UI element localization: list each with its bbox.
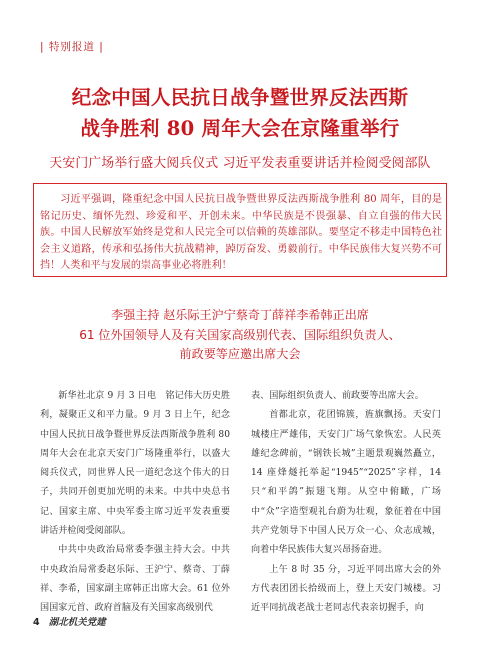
body-paragraph: 中共中央政治局常委李强主持大会。中共中央政治局常委赵乐际、王沪宁、蔡奇、丁薛祥、李希，国家副主席韩正出席大会。61 位外国国家元首、政府首脑及有关国家高级别代 <box>40 545 230 614</box>
attendees-line-2: 61 位外国领导人及有关国家高级别代表、国际组织负责人、 <box>79 327 401 342</box>
body-paragraph: 新华社北京 9 月 3 日电 铭记伟大历史胜利，凝聚正义和平力量。9 月 3 日上午，纪念中国人民抗日战争暨世界反法西斯战争胜利 80 周年大会在北京天安门广场隆重举行，以盛大阅兵仪式，同世界人民一道纪念这个伟大的日子，共同开创更加光明的未来。中共中央总书记、国家主席、中央军委主席习近平发表重要讲话并检阅受阅部队。 <box>40 391 230 537</box>
attendees-line-1: 李强主持 赵乐际王沪宁蔡奇丁薛祥李希韩正出席 <box>111 308 369 322</box>
attendees-line-3: 前政要等应邀出席大会 <box>179 347 301 361</box>
body-column-right <box>251 387 441 619</box>
article-subtitle: 天安门广场举行盛大阅兵仪式 习近平发表重要讲话并检阅受阅部队 <box>49 156 431 171</box>
section-tag: | 特别报道 | <box>40 41 104 53</box>
page-footer <box>33 614 106 628</box>
body-paragraph: 首都北京，花团锦簇，旌旗飘扬。天安门城楼庄严雄伟，天安门广场气象恢宏。人民英雄纪念碑前，“钢铁长城”主题景观巍然矗立，14 座烽燧托举起“1945”“2025”字样，14 只“和平鸽”振翅飞翔。从空中俯瞰，广场中“众”字造型观礼台蔚为壮观，象征着在中国共产党领导下中国人民万众一心、众志成城，向着中华民族伟大复兴昂扬奋进。 <box>251 410 441 556</box>
page-number: 4 <box>33 617 40 628</box>
publication-logo: 湖北机关党建 <box>48 617 106 628</box>
body-paragraph: 表、国际组织负责人、前政要等出席大会。 <box>251 391 424 401</box>
attendees-heading <box>0 306 480 365</box>
body-paragraph: 上午 8 时 35 分，习近平同出席大会的外方代表团团长拾级而上，登上天安门城楼。习近平同抗战老战士老同志代表亲切握手，向 <box>251 564 441 614</box>
title-line-1: 纪念中国人民抗日战争暨世界反法西斯 <box>71 86 409 109</box>
article-title <box>0 82 480 144</box>
body-column-left <box>40 387 230 619</box>
title-line-2: 战争胜利 80 周年大会在京隆重举行 <box>80 117 400 140</box>
quote-text: 习近平强调，隆重纪念中国人民抗日战争暨世界反法西斯战争胜利 80 周年，目的是铭记历史、缅怀先烈、珍爱和平、开创未来。中华民族是不畏强暴、自立自强的伟大民族。中国人民解放军始终是党和人民完全可以信赖的英雄部队。要坚定不移走中国特色社会主义道路，传承和弘扬伟大抗战精神，踔厉奋发、勇毅前行。中华民族伟大复兴势不可挡！人类和平与发展的崇高事业必将胜利！ <box>40 194 442 272</box>
